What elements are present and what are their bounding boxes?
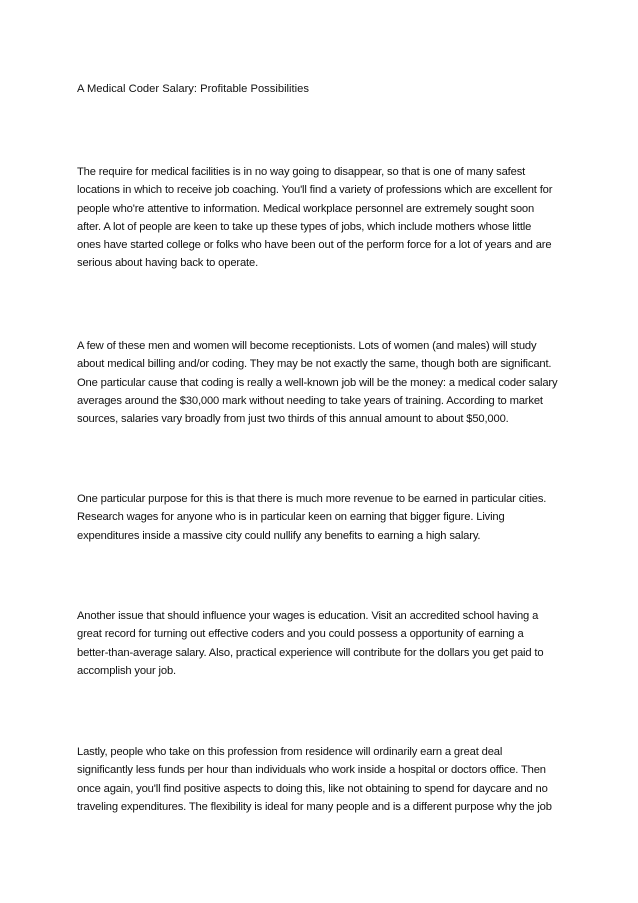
paragraph-line: locations in which to receive job coaching. You'll find a variety of professions which are excellent for	[77, 184, 553, 197]
paragraph-line: once again, you'll find positive aspects to doing this, like not obtaining to spend for daycare and no	[77, 782, 548, 795]
paragraph-line: accomplish your job.	[77, 664, 176, 677]
paragraph-line: Lastly, people who take on this profession from residence will ordinarily earn a great deal	[77, 746, 503, 758]
paragraph-line: Another issue that should influence your wages is education. Visit an accredited school having a	[77, 610, 539, 622]
paragraph-line: about medical billing and/or coding. They may be not exactly the same, though both are significant.	[77, 358, 552, 371]
paragraph-line: A few of these men and women will become receptionists. Lots of women (and males) will study	[77, 340, 537, 352]
paragraph-1	[77, 163, 564, 273]
paragraph-line: people who're attentive to information. Medical workplace personnel are extremely sought soon	[77, 202, 535, 215]
paragraph-5	[77, 743, 564, 816]
document-title: A Medical Coder Salary: Profitable Possibilities	[77, 83, 309, 95]
paragraph-line: averages around the $30,000 mark without needing to take years of training. According to market	[77, 394, 543, 407]
paragraph-line: significantly less funds per hour than individuals who work inside a hospital or doctors office. Then	[77, 764, 546, 777]
paragraph-line: The require for medical facilities is in no way going to disappear, so that is one of many safest	[77, 166, 526, 178]
paragraph-line: great record for turning out effective coders and you could possess a opportunity of earning a	[77, 628, 524, 641]
paragraph-line: traveling expenditures. The flexibility is ideal for many people and is a different purpose why the job	[77, 800, 552, 813]
paragraph-3	[77, 490, 564, 545]
paragraph-line: after. A lot of people are keen to take up these types of jobs, which include mothers whose little	[77, 220, 532, 233]
paragraph-line: Research wages for anyone who is in particular keen on earning that bigger figure. Living	[77, 511, 505, 524]
paragraph-line: expenditures inside a massive city could nullify any benefits to earning a high salary.	[77, 529, 481, 542]
paragraph-line: better-than-average salary. Also, practical experience will contribute for the dollars you get paid to	[77, 646, 544, 659]
paragraph-line: sources, salaries vary broadly from just two thirds of this annual amount to about $50,000.	[77, 413, 509, 426]
paragraph-line: serious about having back to operate.	[77, 257, 259, 270]
paragraph-line: One particular cause that coding is really a well-known job will be the money: a medical coder salary	[77, 376, 558, 389]
paragraph-line: ones have started college or folks who have been out of the perform force for a lot of years and are	[77, 239, 552, 252]
paragraph-4	[77, 607, 564, 680]
paragraph-line: One particular purpose for this is that there is much more revenue to be earned in particular cities.	[77, 493, 547, 505]
paragraph-2	[77, 337, 564, 428]
